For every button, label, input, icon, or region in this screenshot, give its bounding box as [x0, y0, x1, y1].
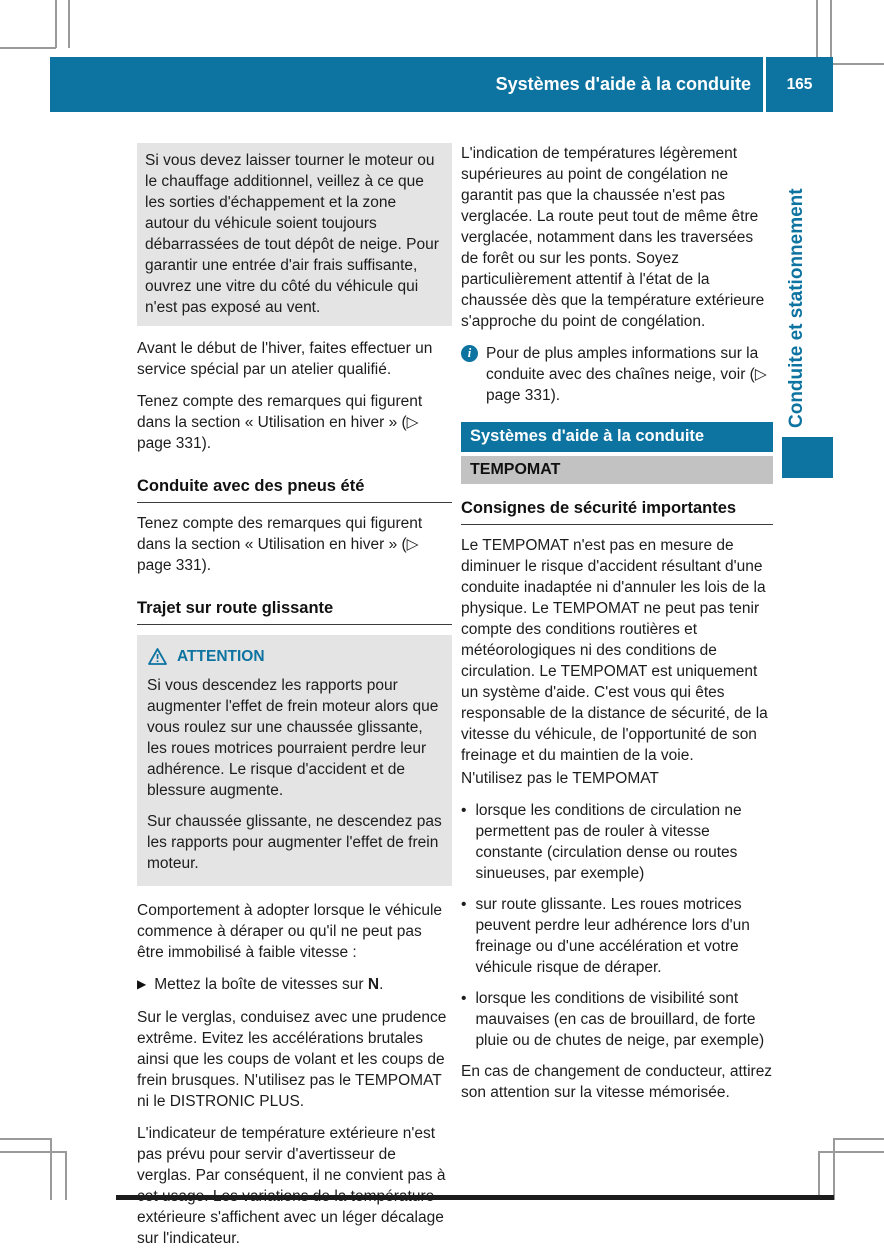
chapter-tab-marker — [782, 437, 833, 478]
paragraph: L'indicateur de température extérieure n'est pas prévu pour servir d'avertisseur de verglas. Par conséquent, il ne convient pas à cet usage. Les variations de la température extérieure s'affichent avec un léger décalage sur l'indicateur. — [137, 1125, 446, 1247]
note-box-text: Si vous devez laisser tourner le moteur ou le chauffage additionnel, veillez à ce que les sorties d'échappement et la zone autour du véhicule soient toujours débarrassées de tout dépôt de neige. Pour garantir une entrée d'air frais suffisante, ouvrez une vitre du côté du véhicule qui n'est pas exposé au vent. — [145, 152, 439, 316]
paragraph: Le TEMPOMAT n'est pas en mesure de diminuer le risque d'accident résultant d'une conduite inadaptée ni d'annuler les lois de la physique. Le TEMPOMAT ne peut pas tenir compte des conditions routières et météorologiques ni des conditions de circulation. Le TEMPOMAT est uniquement un système d'aide. C'est vous qui êtes responsable de la distance de sécurité, de la vitesse du véhicule, de l'opportunité de son freinage et du maintien de la voie. — [461, 537, 768, 764]
paragraph: Sur le verglas, conduisez avec une prudence extrême. Evitez les accélérations brutales ainsi que les coups de volant et les coups de frein brusques. N'utilisez pas le TEMPOMAT ni le DISTRONIC PLUS. — [137, 1009, 447, 1110]
page-title: Systèmes d'aide à la conduite — [495, 74, 751, 94]
paragraph: L'indication de températures légèrement supérieures au point de congélation ne garantit pas que la chaussée n'est pas verglacée. La route peut tout de même être verglacée, notamment dans les traversées de forêt ou sur les ponts. Soyez particulièrement attentif à l'état de la chaussée dès que la température extérieure s'approche du point de congélation. — [461, 145, 765, 330]
page-number-box — [766, 57, 833, 112]
scan-edge-line — [830, 63, 884, 65]
bullet-text: lorsque les conditions de visibilité sont mauvaises (en cas de brouillard, de forte pluie ou de chutes de neige, par exemple) — [475, 990, 765, 1049]
bullet-icon: • — [461, 896, 467, 913]
section-heading: Conduite avec des pneus été — [137, 476, 452, 503]
note-box — [137, 143, 452, 326]
warning-triangle-icon — [147, 647, 168, 666]
chapter-tab-label: Conduite et stationnement — [786, 188, 807, 428]
warning-text: Si vous descendez les rapports pour augmenter l'effet de frein moteur alors que vous roulez sur une chaussée glissante, les roues motrices pourraient perdre leur adhérence. Le risque d'accident et de blessure augmente. — [147, 677, 439, 799]
paragraph: Comportement à adopter lorsque le véhicule commence à déraper ou qu'il ne peut pas être immobilisé à faible vitesse : — [137, 902, 443, 961]
bullet-list — [461, 800, 773, 1051]
scan-edge-line — [55, 0, 57, 48]
list-item — [461, 800, 773, 884]
scan-edge-line — [833, 1138, 884, 1140]
info-note — [461, 343, 773, 406]
scan-edge-line — [816, 0, 818, 64]
warning-text: Sur chaussée glissante, ne descendez pas les rapports pour augmenter l'effet de frein moteur. — [147, 813, 442, 872]
list-item — [461, 988, 773, 1051]
scan-edge-line — [0, 47, 56, 49]
scan-edge-line — [0, 1138, 51, 1140]
warning-label: ATTENTION — [177, 648, 265, 665]
info-note-text: Pour de plus amples informations sur la conduite avec des chaînes neige, voir (▷ page 331). — [486, 345, 767, 404]
bullet-text: lorsque les conditions de circulation ne permettent pas de rouler à vitesse constante (circulation dense ou routes sinueuses, par exemple) — [475, 802, 742, 882]
paragraph: Avant le début de l'hiver, faites effectuer un service spécial par un atelier qualifié. — [137, 340, 433, 378]
scan-edge-line — [68, 0, 70, 48]
bullet-text: sur route glissante. Les roues motrices peuvent perdre leur adhérence lors d'un freinage ou d'une accélération et votre véhicule risque de déraper. — [475, 896, 750, 976]
scan-edge-line — [50, 1138, 52, 1200]
action-arrow-icon: ▶ — [137, 977, 147, 991]
scan-edge-line — [830, 0, 832, 64]
scan-edge-line — [818, 1151, 820, 1200]
subsection-title-bar: TEMPOMAT — [461, 456, 773, 484]
paragraph-with-page-ref: Tenez compte des remarques qui figurent dans la section « Utilisation en hiver » (▷ page 331). — [137, 393, 423, 452]
section-title-bar: Systèmes d'aide à la conduite — [461, 422, 773, 452]
right-column — [461, 143, 773, 1114]
scan-edge-line — [833, 1138, 835, 1200]
section-heading: Trajet sur route glissante — [137, 598, 452, 625]
action-text: Mettez la boîte de vitesses sur N. — [154, 976, 384, 993]
action-step — [137, 974, 452, 995]
paragraph: N'utilisez pas le TEMPOMAT — [461, 770, 659, 787]
paragraph: En cas de changement de conducteur, attirez son attention sur la vitesse mémorisée. — [461, 1063, 773, 1101]
scan-edge-line — [65, 1151, 67, 1200]
info-icon: i — [461, 345, 478, 362]
scan-edge-line — [818, 1151, 884, 1153]
bullet-icon: • — [461, 802, 467, 819]
scan-edge-line — [0, 1151, 66, 1153]
warning-box — [137, 635, 452, 886]
left-column — [137, 143, 452, 1260]
list-item — [461, 894, 773, 978]
page-number: 165 — [786, 75, 813, 93]
bullet-icon: • — [461, 990, 467, 1007]
page-header — [50, 57, 763, 112]
section-heading: Consignes de sécurité importantes — [461, 498, 773, 525]
paragraph-with-page-ref: Tenez compte des remarques qui figurent dans la section « Utilisation en hiver » (▷ page 331). — [137, 515, 423, 574]
